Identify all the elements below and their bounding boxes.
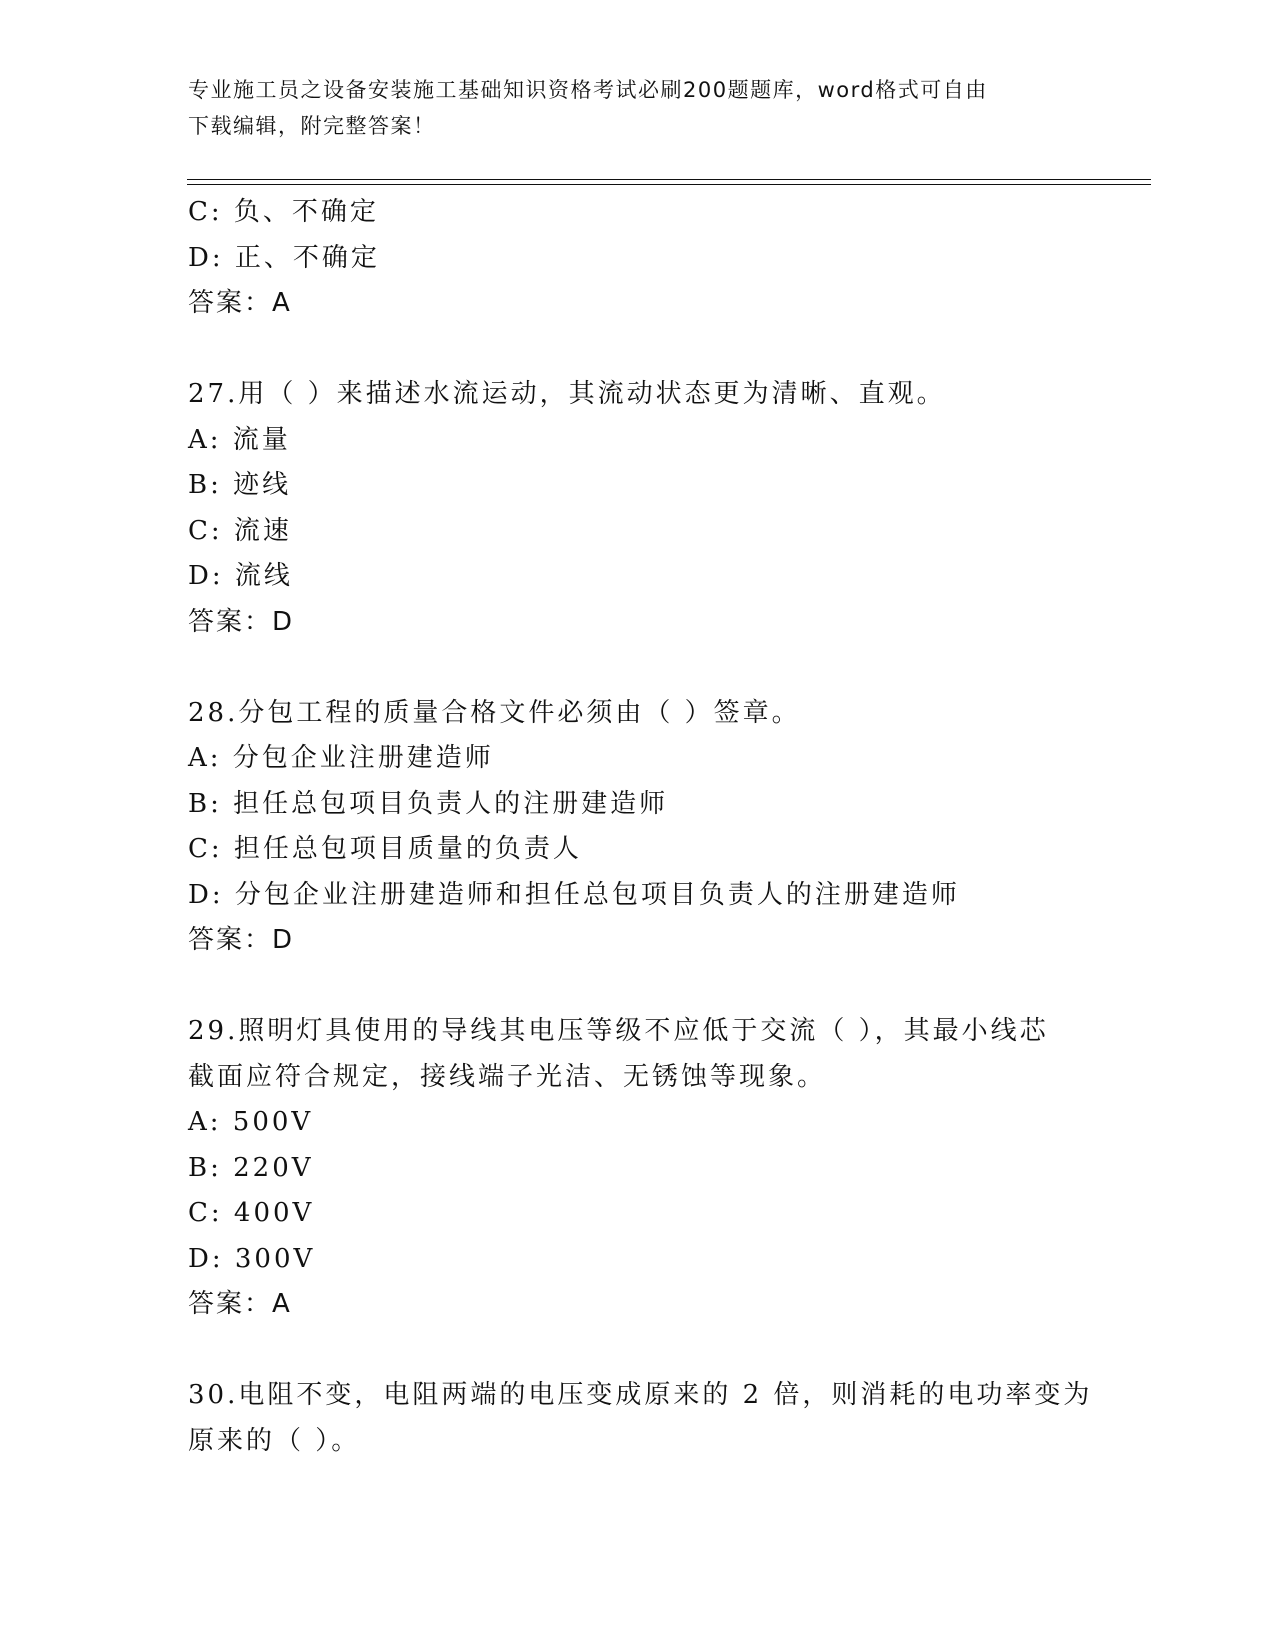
question-29-option-b: B: 220V [188,1152,314,1183]
question-30-stem-line-2: 原来的（ ）。 [188,1425,361,1456]
header-rule-top [187,179,1151,180]
question-27-option-c: C: 流速 [188,515,292,546]
question-28-option-b: B: 担任总包项目负责人的注册建造师 [188,788,669,819]
question-28-option-d: D: 分包企业注册建造师和担任总包项目负责人的注册建造师 [188,879,960,910]
spacer [188,327,1088,373]
question-29-option-d: D: 300V [188,1243,316,1274]
option-c: C: 负、不确定 [188,197,379,227]
question-27-answer: 答案：D [188,606,295,637]
question-28-answer: 答案：D [188,925,295,955]
spacer [188,645,1088,691]
question-29-stem-line-1: 29.照明灯具使用的导线其电压等级不应低于交流（ ），其最小线芯 [188,1016,1049,1046]
question-28-option-c: C: 担任总包项目质量的负责人 [188,834,582,864]
question-27-option-d: D: 流线 [188,561,293,591]
question-27-stem: 27.用（ ）来描述水流运动，其流动状态更为清晰、直观。 [188,379,946,409]
option-d: D: 正、不确定 [188,242,380,273]
header-rule-bottom [187,184,1151,185]
question-29-answer: 答案：A [188,1289,292,1319]
question-29-option-c: C: 400V [188,1198,315,1228]
answer-line: 答案：A [188,288,292,318]
question-28-option-a: A: 分包企业注册建造师 [188,743,494,773]
question-29-stem-line-2: 截面应符合规定，接线端子光洁、无锈蚀等现象。 [188,1061,827,1092]
question-30-stem-line-1: 30.电阻不变，电阻两端的电压变成原来的 2 倍，则消耗的电功率变为 [188,1380,1093,1410]
header-title-line-1: 专业施工员之设备安装施工基础知识资格考试必刷200题题库，word格式可自由 [188,78,988,102]
page-header [188,72,1088,144]
question-27-option-b: B: 迹线 [188,470,292,500]
spacer [188,1328,1088,1374]
spacer [188,964,1088,1010]
question-28-stem: 28.分包工程的质量合格文件必须由（ ）签章。 [188,697,801,728]
question-27-option-a: A: 流量 [188,424,291,455]
header-title-line-2: 下载编辑，附完整答案！ [188,114,436,138]
question-29-option-a: A: 500V [188,1107,314,1137]
question-list [188,190,1093,1464]
